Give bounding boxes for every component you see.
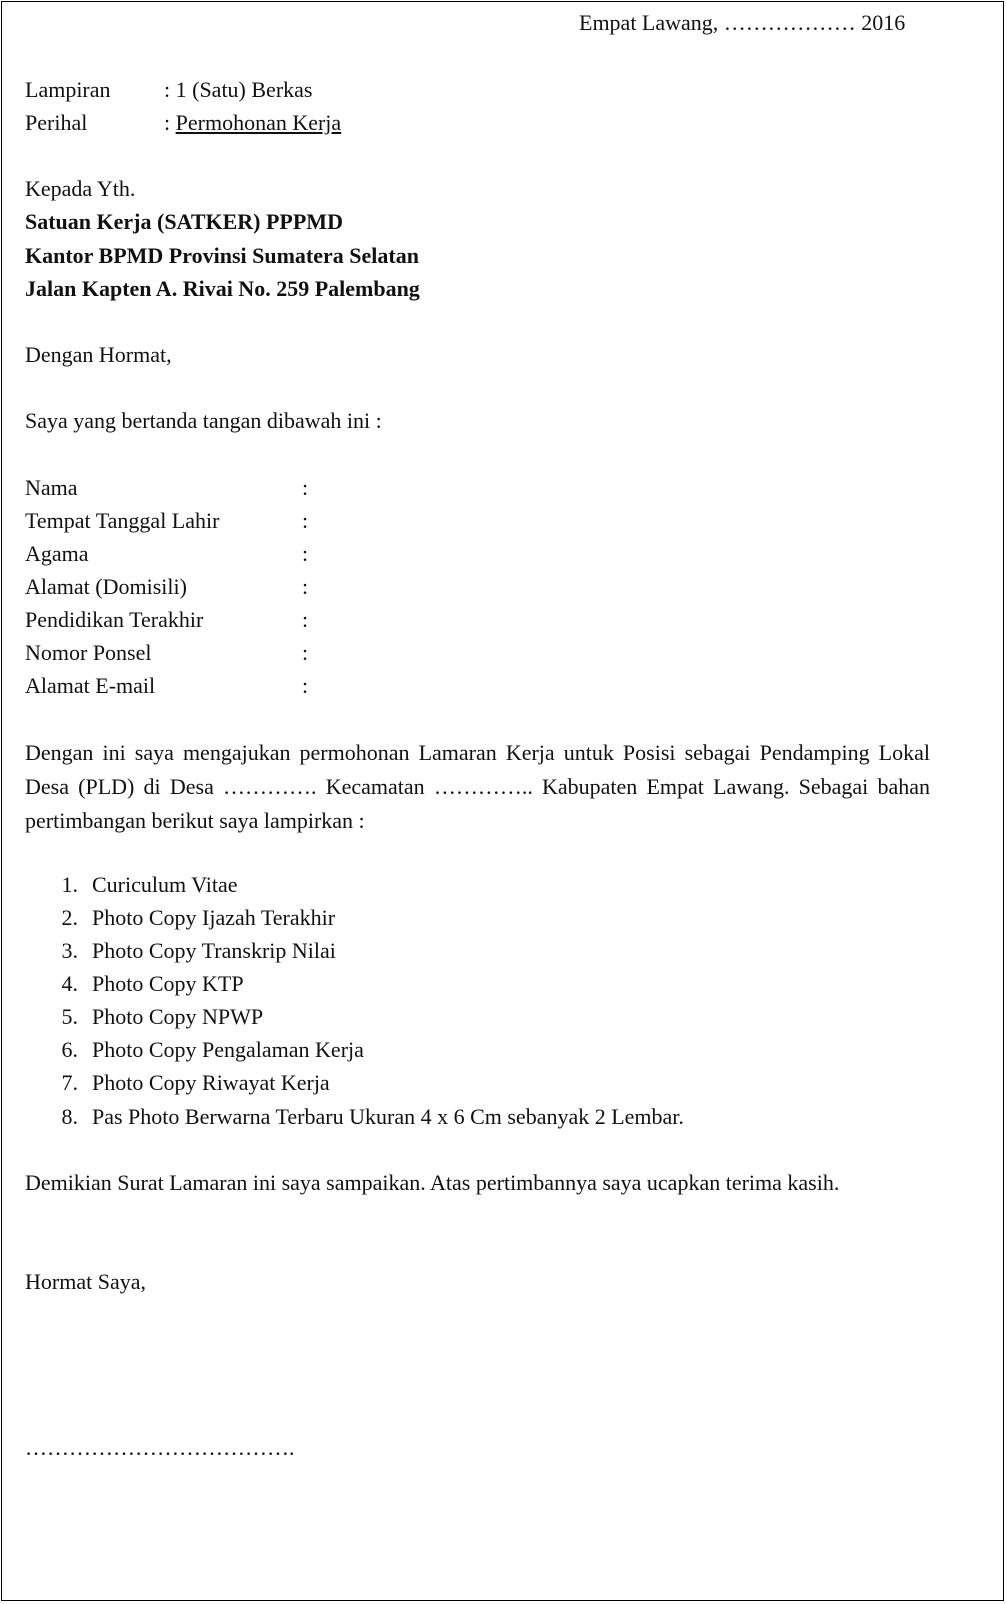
field-colon-ponsel: :: [302, 640, 309, 665]
field-label-ttl: Tempat Tanggal Lahir: [25, 508, 220, 533]
subject-line: [164, 106, 341, 140]
list-item-number: 6.: [61, 1037, 78, 1062]
field-label-email: Alamat E-mail: [25, 673, 156, 698]
list-item-text: Photo Copy Pengalaman Kerja: [92, 1037, 364, 1062]
list-item-text: Pas Photo Berwarna Terbaru Ukuran 4 x 6 Cm sebanyak 2 Lembar.: [92, 1104, 684, 1129]
list-item: [44, 901, 335, 935]
list-item: [44, 1100, 684, 1134]
list-item-number: 5.: [61, 1004, 78, 1029]
list-item: [44, 868, 238, 902]
recipient-salutation: Kepada Yth.: [25, 176, 136, 201]
field-label-agama: Agama: [25, 541, 89, 566]
list-item-text: Curiculum Vitae: [92, 872, 238, 897]
list-item-text: Photo Copy NPWP: [92, 1004, 264, 1029]
list-item-text: Photo Copy Transkrip Nilai: [92, 938, 336, 963]
attachment-label: Lampiran: [25, 77, 111, 102]
greeting: Dengan Hormat,: [25, 342, 172, 367]
recipient-line-2: Kantor BPMD Provinsi Sumatera Selatan: [25, 243, 419, 268]
list-item: [44, 934, 336, 968]
list-item: [44, 1000, 263, 1034]
list-item-number: 4.: [61, 971, 78, 996]
field-colon-email: :: [302, 673, 309, 698]
field-colon-nama: :: [302, 475, 309, 500]
subject-label: Perihal: [25, 110, 88, 135]
field-label-ponsel: Nomor Ponsel: [25, 640, 152, 665]
field-colon-ttl: :: [302, 508, 309, 533]
recipient-line-1: Satuan Kerja (SATKER) PPPMD: [25, 209, 343, 234]
sign-off: Hormat Saya,: [25, 1269, 146, 1294]
closing-statement: Demikian Surat Lamaran ini saya sampaikan. Atas pertimbannya saya ucapkan terima kasih.: [25, 1170, 840, 1195]
body-paragraph: Dengan ini saya mengajukan permohonan Lamaran Kerja untuk Posisi sebagai Pendamping Lokal Desa (PLD) di Desa …………. Kecamatan ………….. Kabupaten Empat Lawang. Sebagai bahan pertimbangan berikut saya lampirkan :: [25, 740, 930, 833]
letter-page: [1, 1, 1004, 1601]
attachment-value: : 1 (Satu) Berkas: [164, 77, 313, 102]
signature-line: ……………………………….: [25, 1435, 295, 1460]
list-item-text: Photo Copy Ijazah Terakhir: [92, 905, 336, 930]
subject-colon: :: [164, 110, 176, 135]
place-date: Empat Lawang, ……………… 2016: [579, 10, 906, 35]
list-item-number: 7.: [61, 1070, 78, 1095]
list-item-number: 2.: [61, 905, 78, 930]
intro: Saya yang bertanda tangan dibawah ini :: [25, 408, 382, 433]
field-label-alamat: Alamat (Domisili): [25, 574, 187, 599]
list-item: [44, 1066, 330, 1100]
list-item-text: Photo Copy KTP: [92, 971, 244, 996]
list-item: [44, 1033, 364, 1067]
field-colon-alamat: :: [302, 574, 309, 599]
field-colon-agama: :: [302, 541, 309, 566]
recipient-line-3: Jalan Kapten A. Rivai No. 259 Palembang: [25, 276, 420, 301]
list-item-number: 1.: [61, 872, 78, 897]
field-label-pendidikan: Pendidikan Terakhir: [25, 607, 204, 632]
list-item-text: Photo Copy Riwayat Kerja: [92, 1070, 330, 1095]
field-colon-pendidikan: :: [302, 607, 309, 632]
field-label-nama: Nama: [25, 475, 78, 500]
list-item: [44, 967, 244, 1001]
subject-value: Permohonan Kerja: [175, 110, 342, 135]
list-item-number: 3.: [61, 938, 78, 963]
list-item-number: 8.: [61, 1104, 78, 1129]
